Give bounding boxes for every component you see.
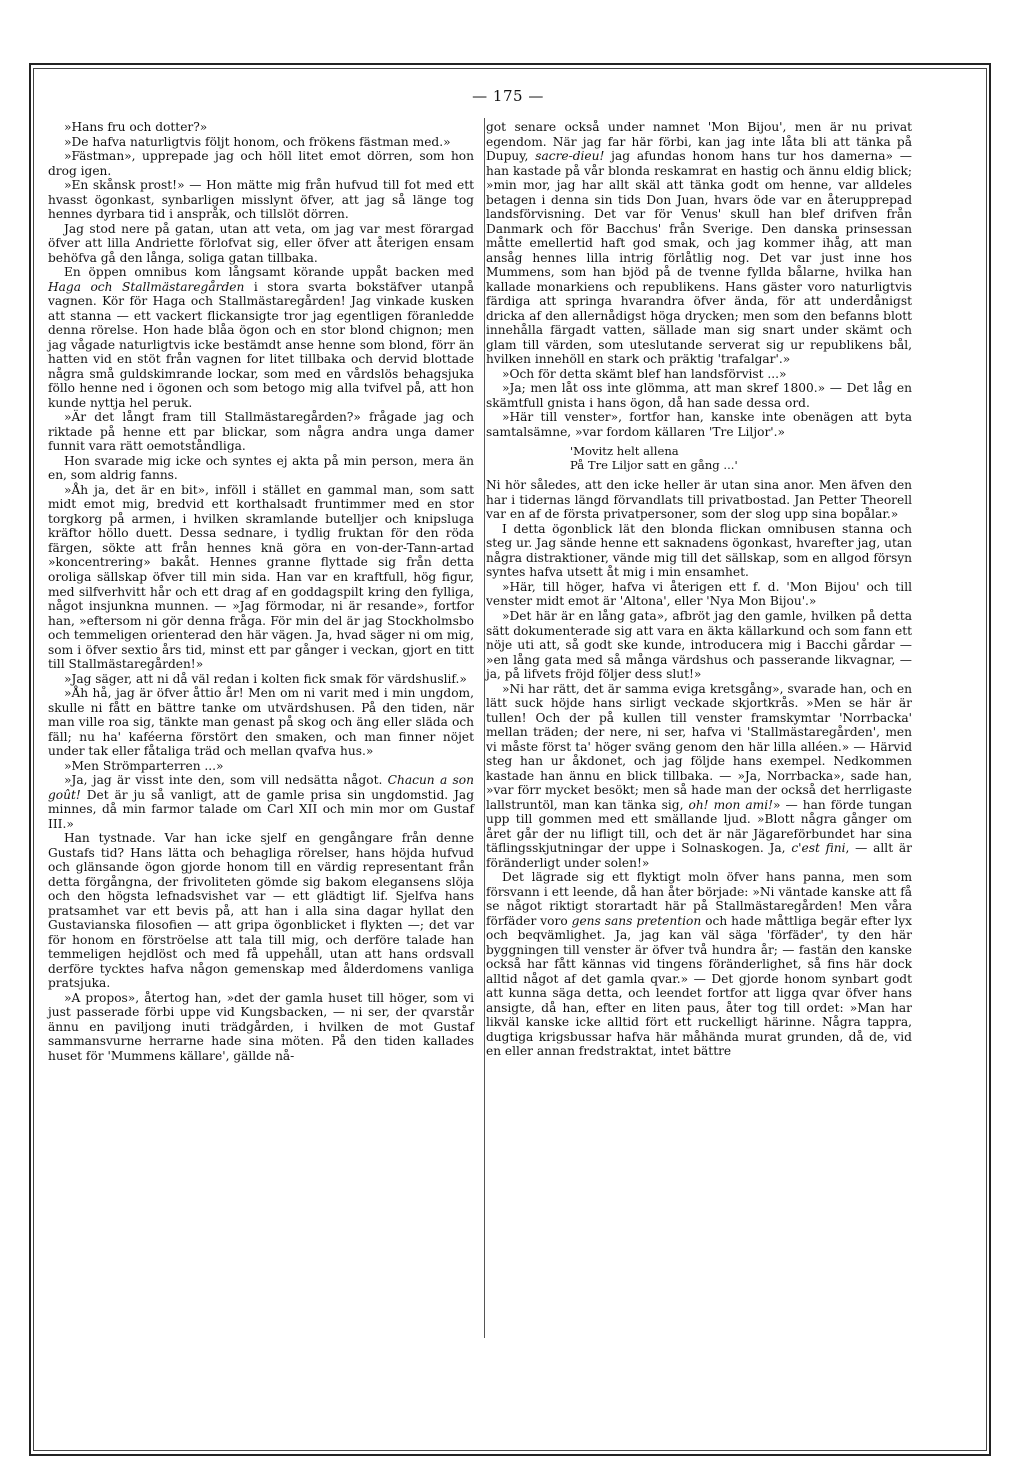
column-divider — [484, 118, 485, 1338]
paragraph-continued — [486, 120, 912, 367]
paragraph: »Här till venster», fortfor han, kanske inte obenägen att byta samtalsämne, »var fordom källaren 'Tre Liljor'.» — [486, 410, 912, 439]
verse-line: På Tre Liljor satt en gång ...' — [570, 457, 738, 472]
italic-text: gens sans pretention — [571, 913, 702, 928]
paragraph-omnibus — [48, 265, 474, 410]
paragraph-chacun — [48, 773, 474, 831]
text-run: , — allt är föränderligt under solen!» — [486, 841, 912, 870]
italic-text: c'est fini — [791, 841, 846, 856]
paragraph: »Men Strömparterren ...» — [64, 758, 224, 773]
paragraph: Jag stod nere på gatan, utan att veta, om jag var mest förargad öfver att lilla Andriette förlofvat sig, eller öfver att återigen ensam behöfva gå den långa, soliga gatan tillbaka. — [48, 221, 474, 265]
text-run: i stora svarta bokstäfver utanpå vagnen. Kör för Haga och Stallmästaregården! Jag vinkade kusken att stanna — ett vackert flickansigte tror jag egentligen föranledde denna rörelse. Hon hade blåa ögon och en stor blond chignon; men jag vågade naturligtvis icke bestämdt anse henne som blond, förr än hatten vid en stöt från vagnen for litet tillbaka och dervid blottade några små guldskimrande lockar, som med en vårdslös behagsjuka föllo henne ned i ögonen och som betogo mig alla tvifvel på, att hon kunde nyttja hel peruk. — [48, 279, 474, 410]
text-run: » — han förde tungan upp till gommen med ett smällande ljud. »Blott några gånger om året går der nu lifligt till, och det är när Jägareförbundet har sina täflingsskjutningar der uppe i Solnaskogen. Ja, — [486, 797, 912, 856]
paragraph-gens — [486, 870, 912, 1059]
paragraph: I detta ögonblick lät den blonda flickan omnibusen stanna och steg ur. Jag sände henne ett saknadens ögonkast, hvarefter jag, utan några distraktioner, vände mig till det sällskap, som en allgod försyn syntes hafva utsett åt mig i min ensamhet. — [486, 521, 912, 580]
italic-text: oh! mon ami! — [688, 797, 774, 812]
paragraph: »A propos», återtog han, »det der gamla huset till höger, som vi just passerade förbi uppe vid Kungsbacken, — ni ser, der qvarstår ännu en paviljong inuti trädgården, i hvilken de mot Gustaf sammansvurne herrarne hade sina möten. På den tiden kallades huset för 'Mummens källare', gällde nå- — [48, 990, 474, 1063]
paragraph: »De hafva naturligtvis följt honom, och frökens fästman med.» — [64, 134, 451, 149]
verse-quote — [486, 445, 912, 472]
text-run: jag afundas honom hans tur hos damerna» — han kastade på vår blonda reskamrat en hastig och ännu eldig blick; »min mor, jag har allt skäl att tänka godt om henne, var alldeles betagen i denna sin tids Don Juan, hvars öde var en återupprepad landsförvisning. Det var för Venus' skull han blef drifven från Danmark och för Bacchus' från Sverige. Den danska prinsessan måtte emellertid haft god smak, och jag kommer ihåg, att man ansåg hennes lilla intrig förlåtlig nog. Det var just inne hos Mummens, som han bjöd på de tvenne fyllda bålarne, hvilka han kallade monarkiens och republikens. Hans gäster voro naturligtvis färdiga att springa hvarandra öfver ända, för att underdånigst dricka af den allernådigst höga drycken; men som den befanns blott innehålla färgadt vatten, sällade man sig snart under skämt och glam till värden, som uteslutande serverat sig ur republikens bål, hvilken innehöll en stark och präktig 'trafalgar'.» — [486, 149, 912, 367]
text-run: got senare också under namnet 'Mon Bijou', men är nu privat egendom. När jag far här förbi, kan jag inte låta bli att tänka på Dupuy, — [486, 120, 912, 164]
paragraph: »Åh hå, jag är öfver åttio år! Men om ni varit med i min ungdom, skulle ni fått en bättre tanke om utvärdshusen. På den tiden, när man ville roa sig, tänkte man genast på skog och äng eller släda och fäll; nu ha' kaféerna förstört den smaken, och man finner nöjet under tak eller fåtaliga träd och mellan qvafva hus.» — [48, 686, 474, 759]
paragraph: Hon svarade mig icke och syntes ej akta på min person, mera än en, som aldrig fanns. — [48, 453, 474, 483]
paragraph-norrbacka — [486, 682, 912, 871]
text-run: Det lägrade sig ett flyktigt moln öfver hans panna, men som försvann i ett leende, då han åter började: »Ni väntade kanske att få se något riktigt storartadt här på Stallmästaregården! Men våra förfäder voro — [486, 870, 912, 928]
text-run: En öppen omnibus kom långsamt körande uppåt backen med — [64, 265, 474, 280]
verse-line: 'Movitz helt allena — [570, 444, 679, 459]
text-run: »Ja, jag är visst inte den, som vill nedsätta något. — [64, 773, 388, 788]
paragraph: Ni hör således, att den icke heller är utan sina anor. Men äfven den har i tidernas längd förvandlats till privatbostad. Jan Petter Theorell var en af de första privatpersoner, som der slog upp sina bopålar.» — [486, 478, 912, 522]
paragraph: »Är det långt fram till Stallmästaregården?» frågade jag och riktade på henne ett par blickar, som några andra unga damer funnit vara rätt oemotståndliga. — [48, 410, 474, 454]
text-run: och hade måttliga begär efter lyx och beqvämlighet. Ja, jag kan väl säga 'förfäder', ty den här byggningen till venster är öfver två hundra år; — fastän den kanske också har fått kännas vid tingens föränderlighet, så fins här dock alltid något af det gamla qvar.» — Det gjorde honom synbart godt att kunna säga detta, och leendet fortfor att ligga qvar öfver hans ansigte, då han, efter en liten paus, åter tog till ordet: »Man har likväl kanske icke alltid fört ett ruckelligt härinne. Några tappra, dugtiga krigsbussar hafva här måhända murat grunden, då de, vid en eller annan fredstraktat, intet bättre — [486, 913, 912, 1059]
paragraph: »Ja; men låt oss inte glömma, att man skref 1800.» — Det låg en skämtfull gnista i hans ögon, då han sade dessa ord. — [486, 381, 912, 410]
paragraph: »Det här är en lång gata», afbröt jag den gamle, hvilken på detta sätt dokumenterade sig att vara en äkta källarkund och som fann ett nöje uti att, så godt ske kunde, introducera mig i Bacchi gårdar — »en lång gata med så många värdshus och passerande likvagnar, — ja, på lifvets fröjd följer dess slut!» — [486, 608, 912, 682]
paragraph: »Hans fru och dotter?» — [64, 120, 208, 134]
left-column — [48, 120, 474, 1064]
page-number: — 175 — — [472, 87, 544, 105]
paragraph: Han tystnade. Var han icke sjelf en gengångare från denne Gustafs tid? Hans lätta och behagliga rörelser, hans höjda hufvud och glänsande ögon gjorde honom till en värdig representant från detta förgångna, der frivoliteten gömde sig bakom elegansens slöja och den högsta lefnadsvishet var — ett glädtigt lif. Sjelfva hans pratsamhet var ett bevis på, att han i alla sina dagar hyllat den Gustavianska filosofien — att gripa ögonblicket i flykten —; det var för honom en förströelse att tala till mig, och derföre talade han temmeligen hejdlöst och med få uppehåll, utan att hans ordsvall derföre tycktes hafva någon gemenskap med ålderdomens vanliga pratsjuka. — [48, 831, 474, 991]
paragraph: »Åh ja, det är en bit», inföll i stället en gammal man, som satt midt emot mig, bredvid ett korthalsadt fruntimmer med en stor torgkorg på armen, i hvilken skramlande butelljer och knipsluga kräftor höllo duett. Dessa sednare, i tydlig fruktan för den röda färgen, sökte att från hennes knä göra en von-der-Tann-artad »koncentrering» bakåt. Hennes granne flyttade sig från detta oroliga sällskap öfver till min sida. Han var en kraftfull, hög figur, med silfverhvitt hår och ett drag af en goddagspilt kring den fylliga, något insjunkna munnen. — »Jag förmodar, ni är resande», fortfor han, »eftersom ni gör denna fråga. För min del är jag Stockholmsbo och temmeligen orienterad den här vägen. Ja, hvad säger ni om mig, som i öfver sextio års tid, minst ett par gånger i veckan, gjort en titt till Stallmästaregården!» — [48, 482, 474, 672]
italic-text: sacre-dieu! — [535, 149, 605, 164]
text-run: »Ni har rätt, det är samma eviga kretsgång», svarade han, och en lätt suck höjde hans sirligt veckade skjortkrås. »Men se här är tullen! Och der på kullen till venster framskymtar 'Norrbacka' mellan träden; der nere, ni ser, hafva vi 'Stallmästaregården', men vi måste först ta' höger sväng genom den här lilla alléen.» — Härvid steg han ur åkdonet, och jag följde hans exempel. Nedkommen kastade han ännu en blick tillbaka. — »Ja, Norrbacka», sade han, »var förr mycket besökt; men så hade man der också det herrligaste lallstruntöl, man kan tänka sig, — [486, 681, 912, 812]
paragraph: »Jag säger, att ni då väl redan i kolten fick smak för värdshuslif.» — [64, 671, 467, 686]
paragraph: »Och för detta skämt blef han landsförvist ...» — [502, 366, 787, 381]
paragraph: »En skånsk prost!» — Hon mätte mig från hufvud till fot med ett hvasst ögonkast, synbarligen misslynt öfver, att jag så länge tog hennes dyrbara tid i anspråk, och tillslöt dörren. — [48, 178, 474, 222]
right-column — [486, 120, 912, 1059]
italic-text: Chacun a son goût! — [48, 773, 474, 802]
paragraph: »Här, till höger, hafva vi återigen ett f. d. 'Mon Bijou' och till venster midt emot är 'Altona', eller 'Nya Mon Bijou'.» — [486, 579, 912, 609]
paragraph: »Fästman», upprepade jag och höll litet emot dörren, som hon drog igen. — [48, 149, 474, 178]
italic-text: Haga och Stallmästaregården — [48, 279, 245, 294]
text-run: Det är ju så vanligt, att de gamle prisa sin ungdomstid. Jag minnes, då min farmor talade om Carl XII och min mor om Gustaf III.» — [48, 787, 474, 831]
